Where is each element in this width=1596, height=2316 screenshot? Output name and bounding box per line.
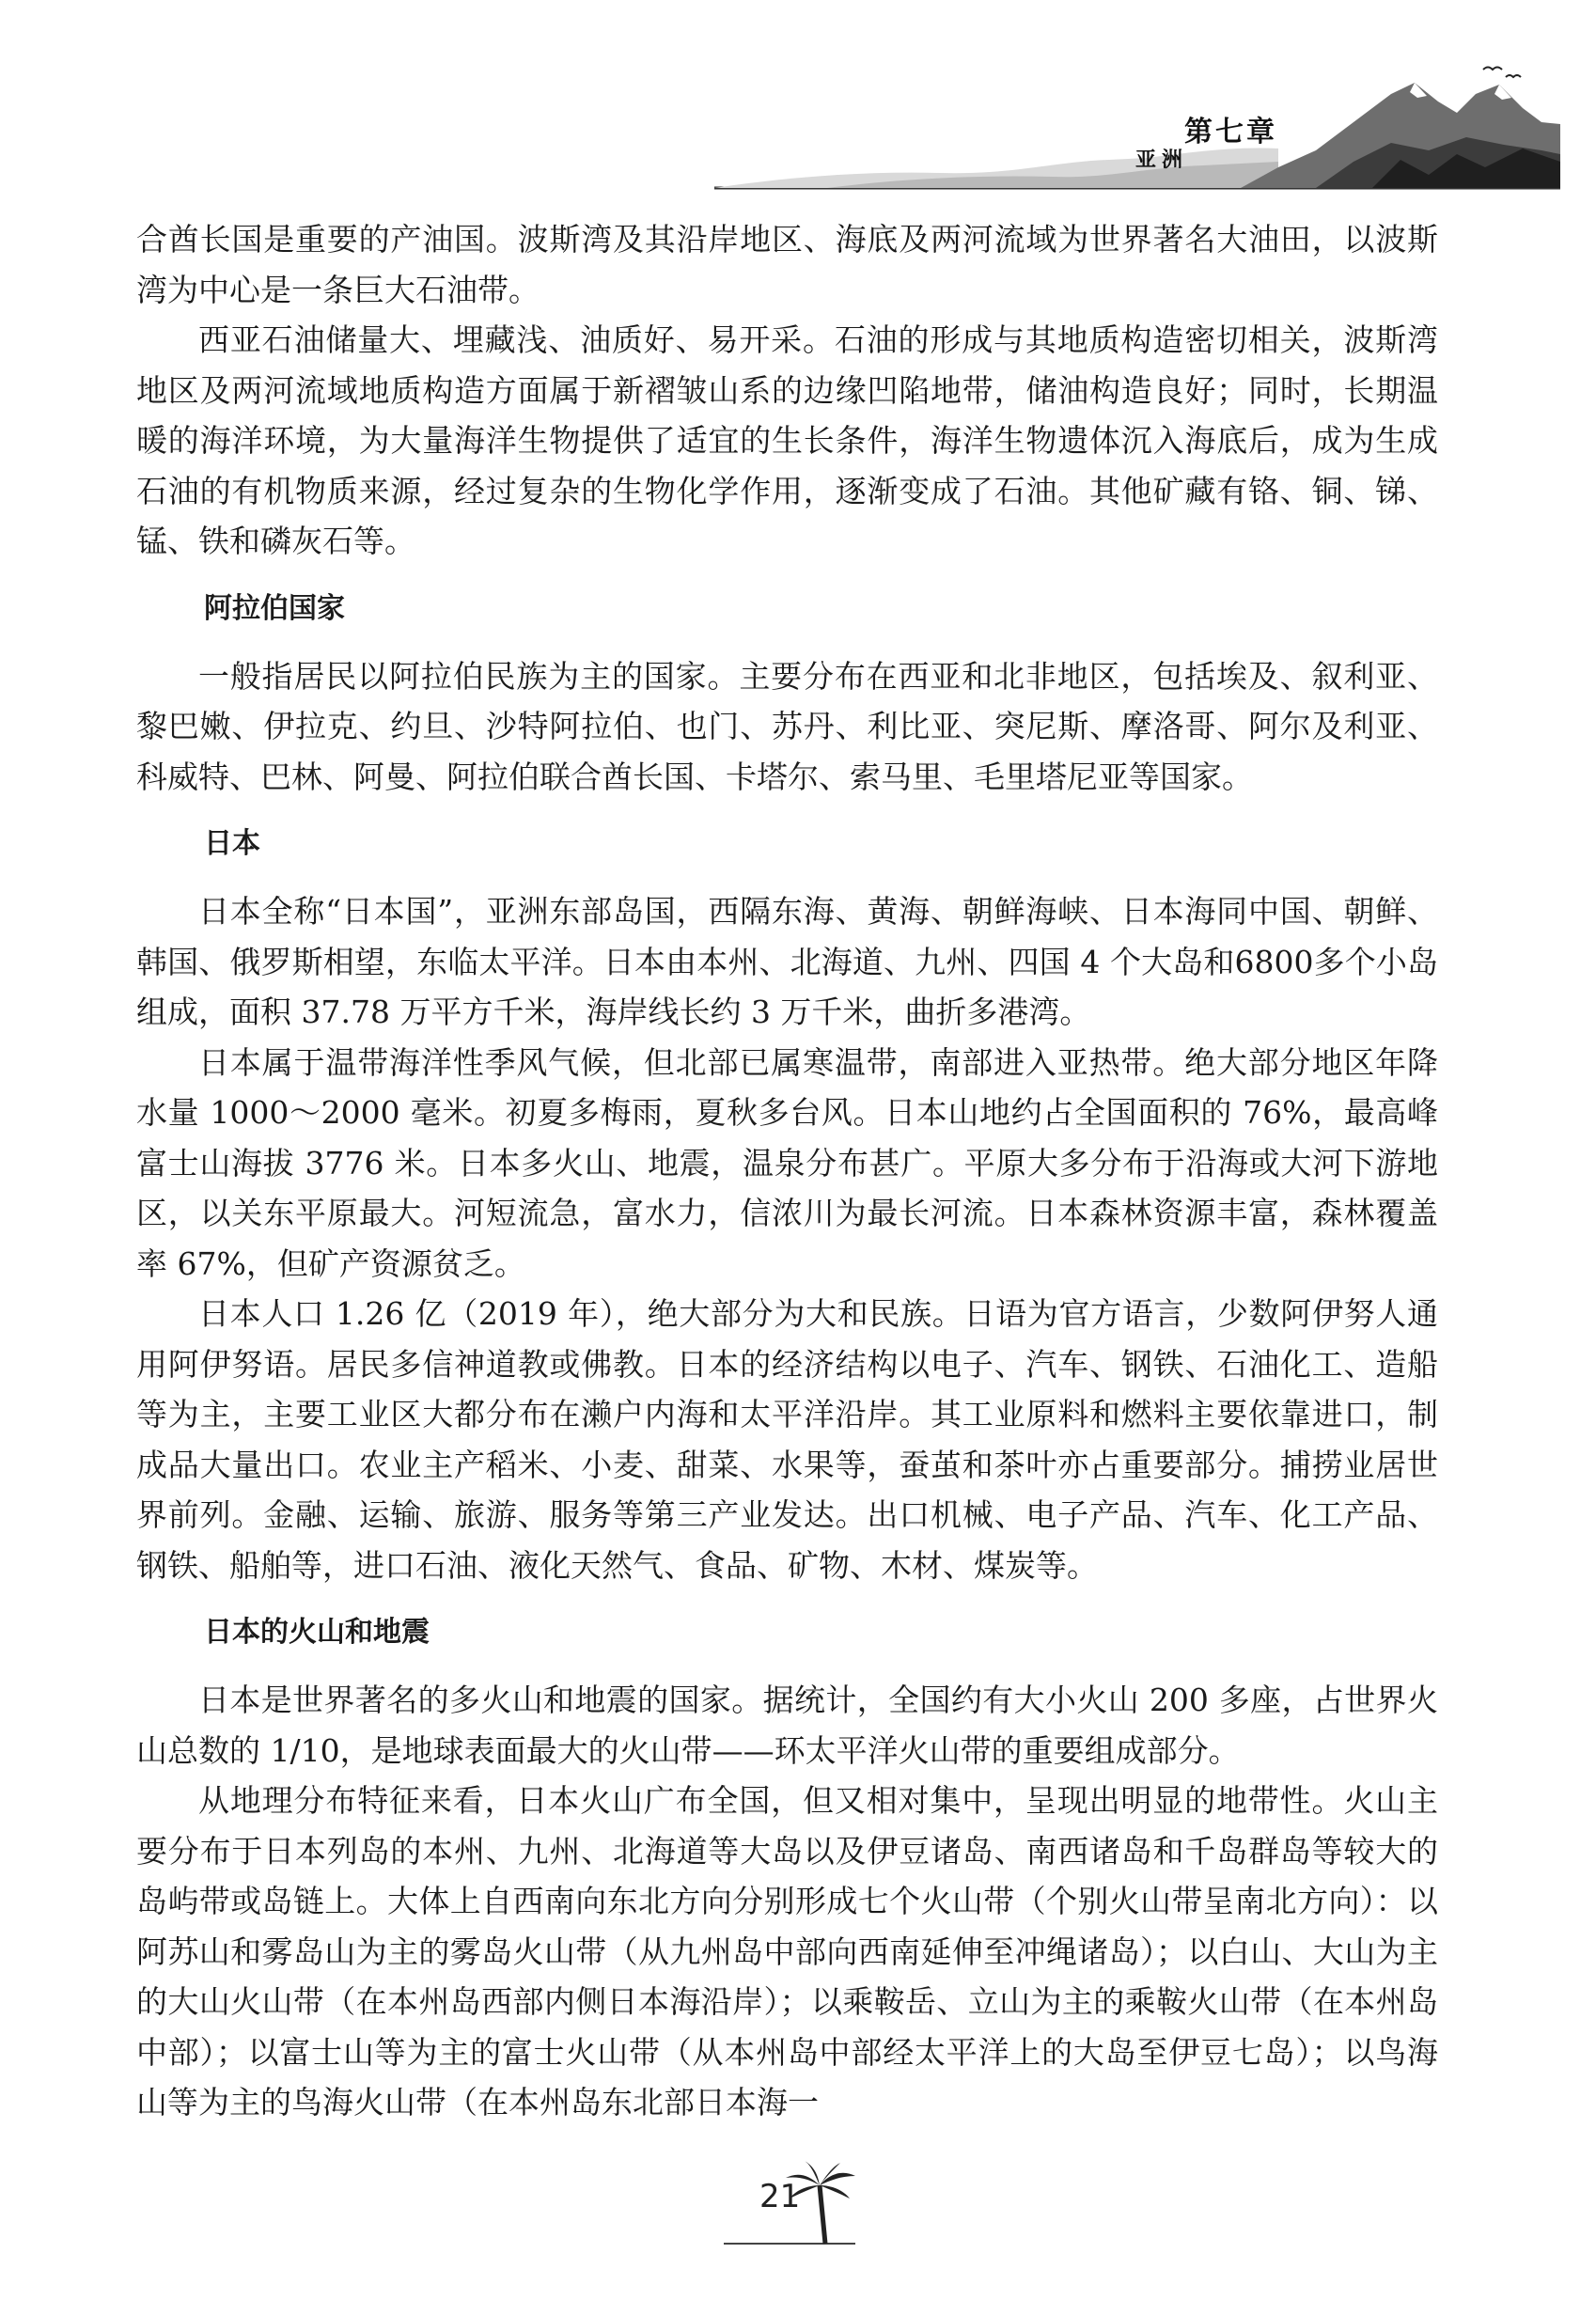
page-number: 21 [759, 2178, 801, 2215]
section-heading: 阿拉伯国家 [204, 591, 345, 625]
chapter-header [714, 56, 1560, 197]
section-heading: 日本的火山和地震 [204, 1616, 430, 1649]
chapter-subtitle: 亚洲 [1135, 148, 1189, 172]
paragraph: 日本属于温带海洋性季风气候，但北部已属寒温带，南部进入亚热带。绝大部分地区年降水量 1000～2000 毫米。初夏多梅雨，夏秋多台风。日本山地约占全国面积的 76%，最高峰富士山海拔 3776 米。日本多火山、地震，温泉分布甚广。平原大多分布于沿海或大河下游地区，以关东平原最大。河短流急，富水力，信浓川为最长河流。日本森林资源丰富，森林覆盖率 67%，但矿产资源贫乏。 [136, 1043, 1438, 1282]
main-content [136, 214, 1438, 2128]
page-footer [714, 2157, 902, 2261]
paragraph: 从地理分布特征来看，日本火山广布全国，但又相对集中，呈现出明显的地带性。火山主要分布于日本列岛的本州、九州、北海道等大岛以及伊豆诸岛、南西诸岛和千岛群岛等较大的岛屿带或岛链上。大体上自西南向东北方向分别形成七个火山带（个别火山带呈南北方向）：以阿苏山和雾岛山为主的雾岛火山带（从九州岛中部向西南延伸至冲绳诸岛）；以白山、大山为主的大山火山带（在本州岛西部内侧日本海沿岸）；以乘鞍岳、立山为主的乘鞍火山带（在本州岛中部）；以富士山等为主的富士火山带（从本州岛中部经太平洋上的大岛至伊豆七岛）；以鸟海山等为主的鸟海火山带（在本州岛东北部日本海一 [136, 1782, 1438, 2120]
section-heading: 日本 [204, 827, 260, 860]
paragraph: 日本全称“日本国”，亚洲东部岛国，西隔东海、黄海、朝鲜海峡、日本海同中国、朝鲜、韩国、俄罗斯相望，东临太平洋。日本由本州、北海道、九州、四国 4 个大岛和6800多个小岛组成，面积 37.78 万平方千米，海岸线长约 3 万千米，曲折多港湾。 [136, 893, 1438, 1030]
paragraph: 日本是世界著名的多火山和地震的国家。据统计，全国约有大小火山 200 多座，占世界火山总数的 1/10，是地球表面最大的火山带——环太平洋火山带的重要组成部分。 [136, 1682, 1438, 1769]
palm-tree-icon [714, 2157, 902, 2261]
mountain-banner-icon [714, 56, 1560, 197]
paragraph: 日本人口 1.26 亿（2019 年），绝大部分为大和民族。日语为官方语言，少数阿伊努人通用阿伊努语。居民多信神道教或佛教。日本的经济结构以电子、汽车、钢铁、石油化工、造船等为主，主要工业区大都分布在濑户内海和太平洋沿岸。其工业原料和燃料主要依靠进口，制成品大量出口。农业主产稻米、小麦、甜菜、水果等，蚕茧和茶叶亦占重要部分。捕捞业居世界前列。金融、运输、旅游、服务等第三产业发达。出口机械、电子产品、汽车、化工产品、钢铁、船舶等，进口石油、液化天然气、食品、矿物、木材、煤炭等。 [136, 1295, 1438, 1584]
paragraph: 西亚石油储量大、埋藏浅、油质好、易开采。石油的形成与其地质构造密切相关，波斯湾地区及两河流域地质构造方面属于新褶皱山系的边缘凹陷地带，储油构造良好；同时，长期温暖的海洋环境，为大量海洋生物提供了适宜的生长条件，海洋生物遗体沉入海底后，成为生成石油的有机物质来源，经过复杂的生物化学作用，逐渐变成了石油。其他矿藏有铬、铜、锑、锰、铁和磷灰石等。 [136, 321, 1438, 559]
chapter-title: 第七章 [1184, 116, 1277, 149]
paragraph: 一般指居民以阿拉伯民族为主的国家。主要分布在西亚和北非地区，包括埃及、叙利亚、黎巴嫩、伊拉克、约旦、沙特阿拉伯、也门、苏丹、利比亚、突尼斯、摩洛哥、阿尔及利亚、科威特、巴林、阿曼、阿拉伯联合酋长国、卡塔尔、索马里、毛里塔尼亚等国家。 [136, 657, 1438, 795]
paragraph: 合酋长国是重要的产油国。波斯湾及其沿岸地区、海底及两河流域为世界著名大油田，以波斯湾为中心是一条巨大石油带。 [136, 221, 1438, 308]
